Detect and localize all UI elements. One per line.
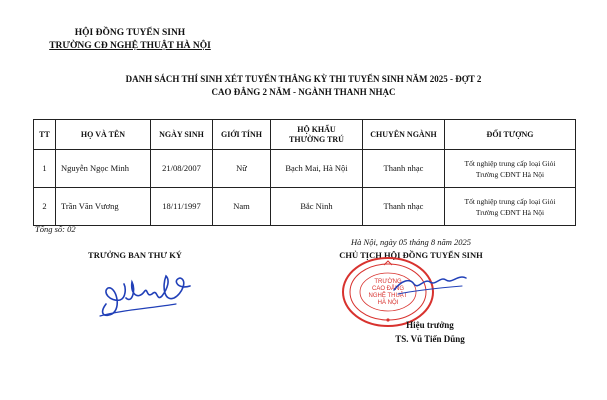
title-line-1: DANH SÁCH THÍ SINH XÉT TUYỂN THẲNG KỲ THI TUYỂN SINH NĂM 2025 - ĐỢT 2 (125, 74, 482, 84)
candidate-table (33, 119, 576, 226)
cell-gender: Nam (213, 188, 271, 226)
cell-target-line1: Tốt nghiệp trung cấp loại Giỏi (464, 196, 556, 206)
rector-name: TS. Vũ Tiến Dũng (395, 334, 465, 344)
seal-line-1: TRƯỜNG (374, 279, 402, 285)
council-name: HỘI ĐỒNG TUYỂN SINH (74, 28, 186, 38)
cell-major: Thanh nhạc (363, 188, 445, 226)
total-count: Tổng số: 02 (35, 224, 76, 234)
header-tt: TT (34, 120, 56, 150)
signing-date: Hà Nội, ngày 05 tháng 8 năm 2025 (351, 237, 471, 247)
header-major: CHUYÊN NGÀNH (363, 120, 445, 150)
secretary-title: TRƯỞNG BAN THƯ KÝ (88, 250, 182, 260)
header-gender: GIỚI TÍNH (213, 120, 271, 150)
header-dob: NGÀY SINH (151, 120, 213, 150)
seal-line-2: CAO ĐẲNG (371, 286, 405, 292)
rector-role: Hiệu trưởng (406, 320, 454, 330)
cell-name: Nguyễn Ngọc Minh (56, 150, 151, 188)
cell-dob: 21/08/2007 (151, 150, 213, 188)
document-title (0, 73, 607, 99)
cell-name: Trần Văn Vương (56, 188, 151, 226)
cell-tt: 2 (34, 188, 56, 226)
header-target: ĐỐI TƯỢNG (445, 120, 576, 150)
seal-line-3: NGHỆ THUẬT (368, 293, 408, 299)
title-line-2: CAO ĐẲNG 2 NĂM - NGÀNH THANH NHẠC (211, 87, 396, 97)
cell-major: Thanh nhạc (363, 150, 445, 188)
cell-residence: Bạch Mai, Hà Nội (271, 150, 363, 188)
organization-header (40, 27, 220, 53)
header-residence (271, 120, 363, 150)
rector-signature (388, 268, 472, 302)
cell-gender: Nữ (213, 150, 271, 188)
header-residence-line1: HỘ KHẨU (297, 124, 336, 134)
table-header-row (34, 120, 576, 150)
cell-target-line1: Tốt nghiệp trung cấp loại Giỏi (464, 158, 556, 168)
header-residence-line2: THƯỜNG TRÚ (289, 134, 344, 144)
cell-target-line2: Trường CĐNT Hà Nội (475, 207, 545, 217)
chair-title: CHỦ TỊCH HỘI ĐỒNG TUYỂN SINH (339, 250, 483, 260)
cell-target (445, 188, 576, 226)
secretary-signature (92, 268, 202, 320)
school-name: TRƯỜNG CĐ NGHỆ THUẬT HÀ NỘI (49, 41, 211, 51)
cell-tt: 1 (34, 150, 56, 188)
cell-residence: Bắc Ninh (271, 188, 363, 226)
cell-target-line2: Trường CĐNT Hà Nội (475, 169, 545, 179)
table-row (34, 188, 576, 226)
seal-line-4: HÀ NỘI (377, 300, 399, 306)
cell-dob: 18/11/1997 (151, 188, 213, 226)
header-name: HỌ VÀ TÊN (56, 120, 151, 150)
cell-target (445, 150, 576, 188)
table-row (34, 150, 576, 188)
